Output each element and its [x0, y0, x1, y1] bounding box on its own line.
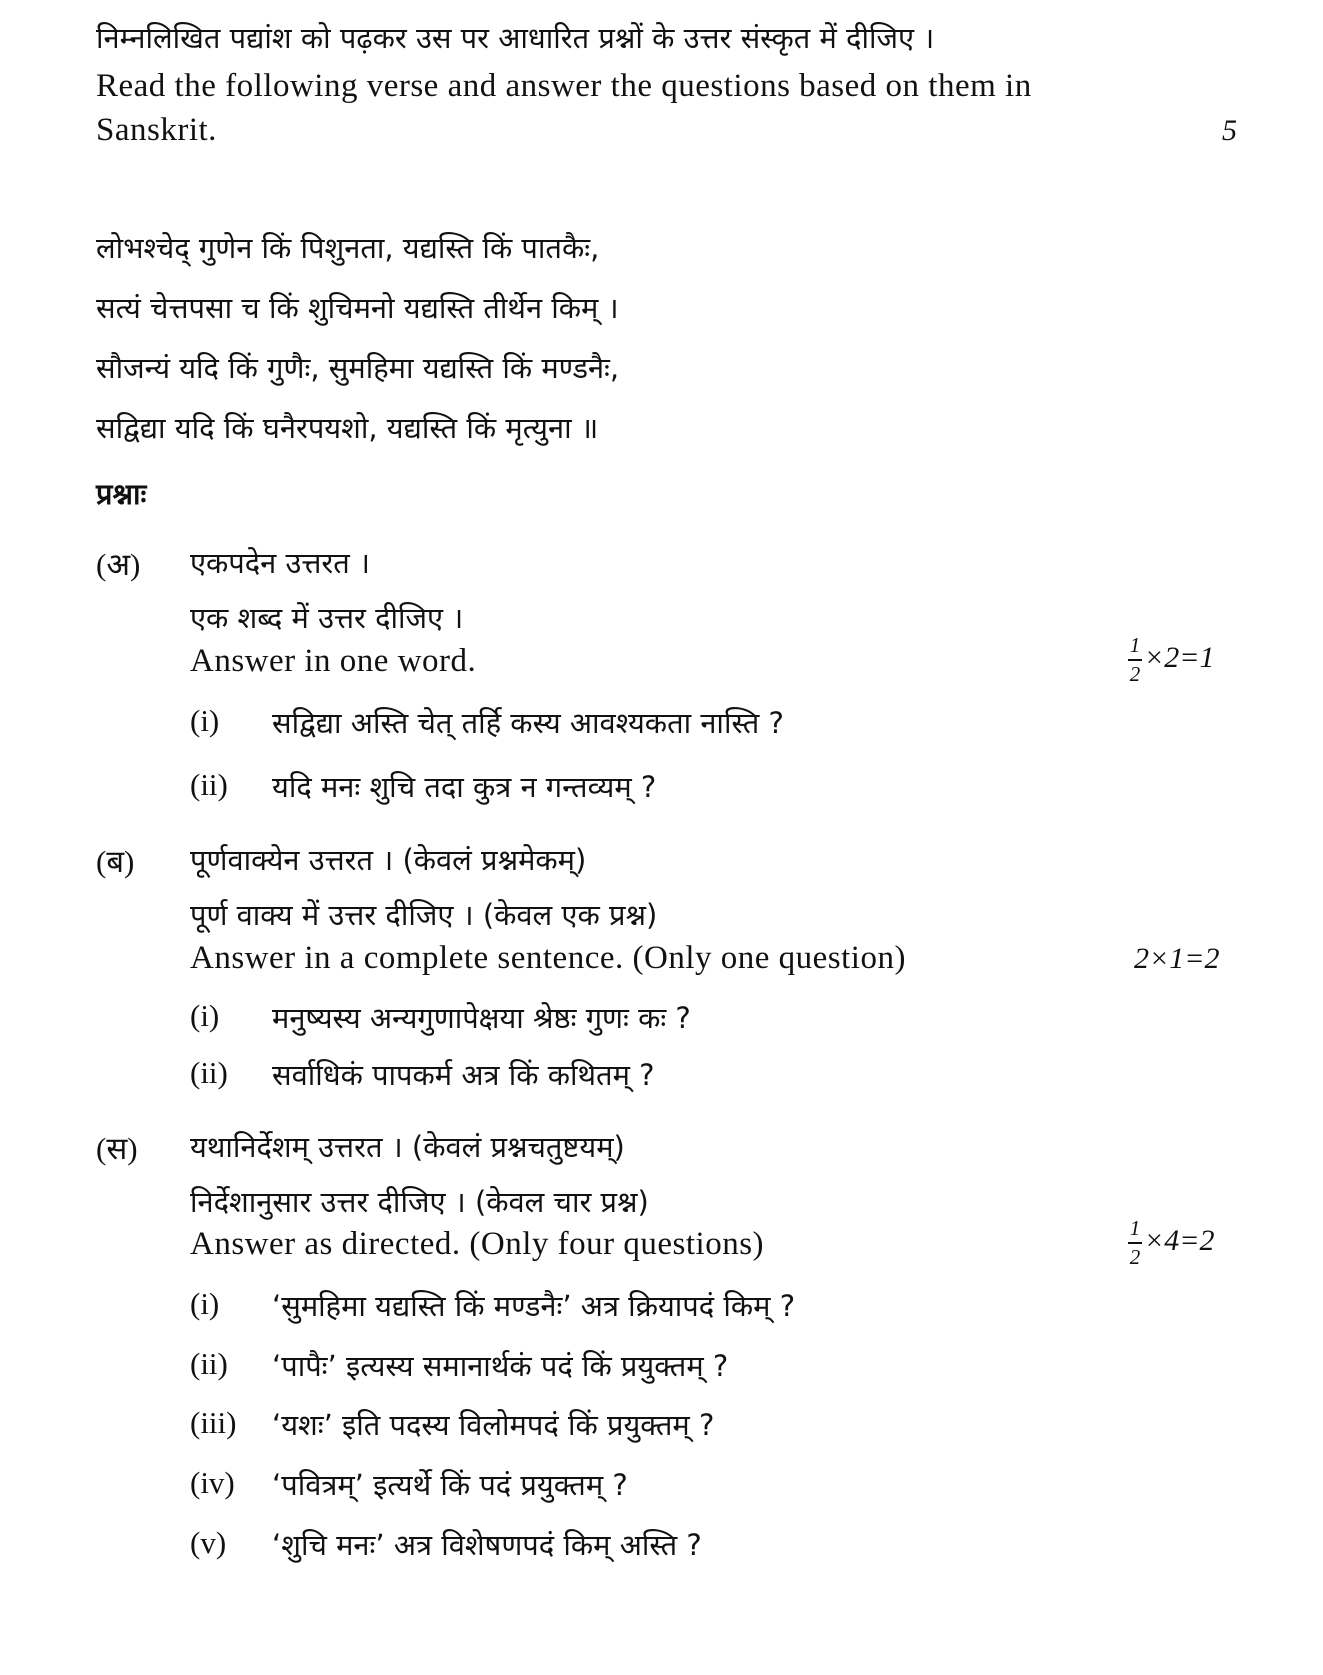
question-text: मनुष्यस्य अन्यगुणापेक्षया श्रेष्ठः गुणः कः ? — [272, 1001, 691, 1035]
question-number: (ii) — [190, 767, 228, 802]
verse-line: सद्विद्या यदि किं घनैरपयशो, यद्यस्ति किं मृत्युना ॥ — [96, 411, 599, 445]
section-instruction-sanskrit: एकपदेन उत्तरत । — [190, 546, 371, 580]
question-number: (ii) — [190, 1055, 228, 1090]
instruction-english-line1: Read the following verse and answer the questions based on them in — [96, 68, 1032, 104]
questions-heading: प्रश्नाः — [96, 477, 147, 511]
question-text: ‘सुमहिमा यद्यस्ति किं मण्डनैः’ अत्र क्रियापदं किम् ? — [272, 1289, 796, 1323]
question-number: (v) — [190, 1525, 227, 1560]
section-instruction-sanskrit: पूर्णवाक्येन उत्तरत । (केवलं प्रश्नमेकम्) — [190, 843, 587, 877]
question-text: ‘शुचि मनः’ अत्र विशेषणपदं किम् अस्ति ? — [272, 1528, 702, 1562]
instruction-english-line2: Sanskrit. — [96, 112, 217, 148]
section-instruction-english: Answer in one word. — [190, 643, 477, 679]
section-instruction-english: Answer as directed. (Only four questions) — [190, 1226, 765, 1262]
verse-line: सत्यं चेत्तपसा च किं शुचिमनो यद्यस्ति तीर्थेन किम् । — [96, 291, 619, 325]
question-number: (ii) — [190, 1346, 228, 1381]
question-text: ‘यशः’ इति पदस्य विलोमपदं किं प्रयुक्तम् ? — [272, 1408, 715, 1442]
section-marks: 2×1=2 — [1134, 942, 1220, 975]
section-instruction-sanskrit: यथानिर्देशम् उत्तरत । (केवलं प्रश्नचतुष्टयम्) — [190, 1130, 625, 1164]
question-text: ‘पापैः’ इत्यस्य समानार्थकं पदं किं प्रयुक्तम् ? — [272, 1349, 729, 1383]
section-instruction-english: Answer in a complete sentence. (Only one question) — [190, 940, 906, 976]
section-label: (ब) — [96, 844, 135, 879]
question-text: ‘पवित्रम्’ इत्यर्थे किं पदं प्रयुक्तम् ? — [272, 1468, 628, 1502]
total-marks: 5 — [1222, 114, 1237, 147]
verse-line: लोभश्चेद् गुणेन किं पिशुनता, यद्यस्ति किं पातकैः, — [96, 231, 600, 265]
section-marks: $\frac{1}{2}$ ×4=2 — [1129, 1216, 1215, 1269]
section-instruction-hindi: निर्देशानुसार उत्तर दीजिए । (केवल चार प्रश्न) — [190, 1185, 649, 1219]
question-text: सर्वाधिकं पापकर्म अत्र किं कथितम् ? — [272, 1058, 655, 1092]
question-number: (i) — [190, 1286, 220, 1321]
question-number: (i) — [190, 703, 220, 738]
section-label: (स) — [96, 1131, 138, 1166]
section-label: (अ) — [96, 547, 141, 582]
question-number: (i) — [190, 998, 220, 1033]
question-number: (iv) — [190, 1465, 235, 1500]
question-number: (iii) — [190, 1405, 237, 1440]
section-instruction-hindi: एक शब्द में उत्तर दीजिए । — [190, 601, 464, 635]
section-marks: $\frac{1}{2}$ ×2=1 — [1129, 633, 1215, 686]
instruction-hindi: निम्नलिखित पद्यांश को पढ़कर उस पर आधारित प्रश्नों के उत्तर संस्कृत में दीजिए । — [96, 21, 935, 55]
question-text: यदि मनः शुचि तदा कुत्र न गन्तव्यम् ? — [272, 770, 657, 804]
section-instruction-hindi: पूर्ण वाक्य में उत्तर दीजिए । (केवल एक प्रश्न) — [190, 898, 658, 932]
question-text: सद्विद्या अस्ति चेत् तर्हि कस्य आवश्यकता नास्ति ? — [272, 706, 784, 740]
verse-line: सौजन्यं यदि किं गुणैः, सुमहिमा यद्यस्ति किं मण्डनैः, — [96, 351, 620, 385]
